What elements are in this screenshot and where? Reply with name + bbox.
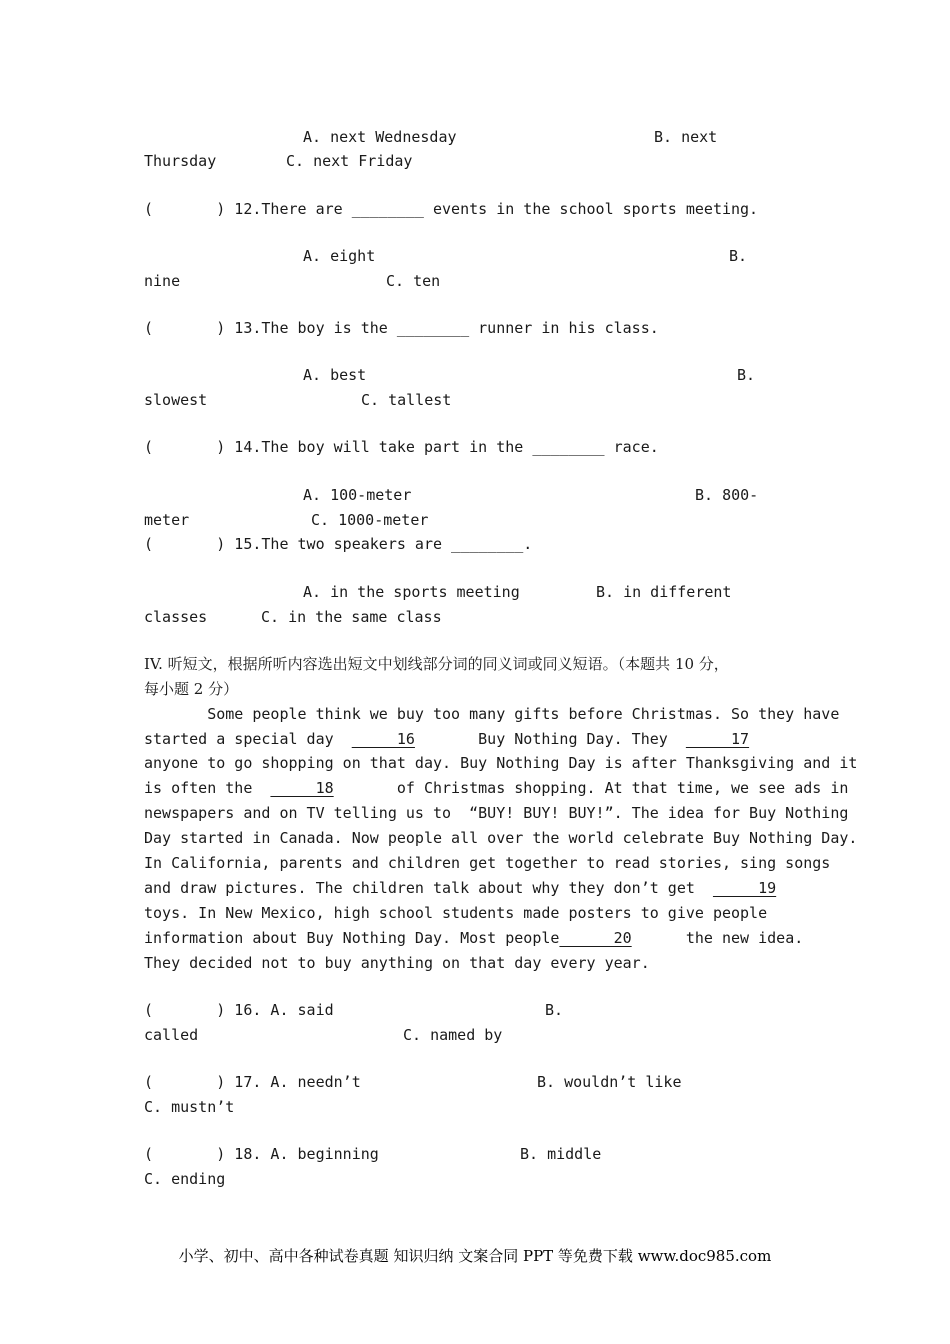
q18-option-c: C. ending bbox=[144, 1170, 226, 1188]
question-16: ( ) 16. A. said bbox=[144, 1001, 334, 1019]
passage-line: anyone to go shopping on that day. Buy Nothing Day is after Thanksgiving and it bbox=[144, 754, 858, 772]
q14-option-b: B. 800- bbox=[695, 486, 759, 504]
q17-option-b: B. wouldn’t like bbox=[537, 1073, 682, 1091]
passage-line: They decided not to buy anything on that day every year. bbox=[144, 954, 650, 972]
passage-line: is often the 18 of Christmas shopping. At that time, we see ads in bbox=[144, 779, 849, 797]
passage-line: Some people think we buy too many gifts before Christmas. So they have bbox=[144, 705, 840, 723]
q12-option-b: nine bbox=[144, 272, 181, 290]
q16-option-b-label: B. bbox=[545, 1001, 564, 1019]
q13-option-c: C. tallest bbox=[361, 391, 452, 409]
blank-20: 20 bbox=[559, 929, 632, 947]
q12-option-c: C. ten bbox=[386, 272, 441, 290]
section-heading-cont: 每小题 2 分） bbox=[144, 680, 239, 698]
q14-option-c: C. 1000-meter bbox=[311, 511, 429, 529]
passage-line: Day started in Canada. Now people all over the world celebrate Buy Nothing Day. bbox=[144, 829, 858, 847]
question-14: ( ) 14.The boy will take part in the ________ race. bbox=[144, 438, 659, 456]
q15-option-c: C. in the same class bbox=[261, 608, 442, 626]
q13-option-b: slowest bbox=[144, 391, 208, 409]
q15-option-b-cont: classes bbox=[144, 608, 208, 626]
question-12: ( ) 12.There are ________ events in the school sports meeting. bbox=[144, 200, 759, 218]
passage-line: toys. In New Mexico, high school students made posters to give people bbox=[144, 904, 768, 922]
q18-option-b: B. middle bbox=[520, 1145, 602, 1163]
question-17: ( ) 17. A. needn’t bbox=[144, 1073, 361, 1091]
passage-line: and draw pictures. The children talk about why they don’t get 19 bbox=[144, 879, 777, 897]
q12-option-a: A. eight bbox=[303, 247, 376, 265]
q13-option-b-label: B. bbox=[737, 366, 756, 384]
blank-16: 16 bbox=[351, 730, 415, 748]
q14-option-a: A. 100-meter bbox=[303, 486, 412, 504]
q16-option-c: C. named by bbox=[403, 1026, 503, 1044]
passage-line: information about Buy Nothing Day. Most people 20 the new idea. bbox=[144, 929, 804, 947]
passage-line: newspapers and on TV telling us to “BUY! BUY! BUY!”. The idea for Buy Nothing bbox=[144, 804, 849, 822]
question-18: ( ) 18. A. beginning bbox=[144, 1145, 379, 1163]
q15-option-b: B. in different bbox=[596, 583, 732, 601]
q15-option-a: A. in the sports meeting bbox=[303, 583, 520, 601]
passage-line: In California, parents and children get together to read stories, sing songs bbox=[144, 854, 831, 872]
q16-option-b: called bbox=[144, 1026, 199, 1044]
q12-option-b-label: B. bbox=[729, 247, 748, 265]
q11-option-b: B. next bbox=[654, 128, 718, 146]
blank-17: 17 bbox=[685, 730, 750, 748]
page-footer: 小学、初中、高中各种试卷真题 知识归纳 文案合同 PPT 等免费下载 www.doc985.com bbox=[178, 1247, 772, 1265]
section-heading: IV. 听短文，根据所听内容选出短文中划线部分词的同义词或同义短语。（本题共 10 分， bbox=[144, 655, 729, 673]
blank-19: 19 bbox=[712, 879, 777, 897]
blank-18: 18 bbox=[270, 779, 334, 797]
q11-option-c: C. next Friday bbox=[286, 152, 413, 170]
question-15: ( ) 15.The two speakers are ________. bbox=[144, 535, 533, 553]
passage-line: started a special day 16 Buy Nothing Day. They 17 bbox=[144, 730, 750, 748]
q11-option-a: A. next Wednesday bbox=[303, 128, 457, 146]
q11-option-b-cont: Thursday bbox=[144, 152, 217, 170]
question-13: ( ) 13.The boy is the ________ runner in his class. bbox=[144, 319, 659, 337]
q17-option-c: C. mustn’t bbox=[144, 1098, 235, 1116]
q14-option-b-cont: meter bbox=[144, 511, 190, 529]
q13-option-a: A. best bbox=[303, 366, 367, 384]
